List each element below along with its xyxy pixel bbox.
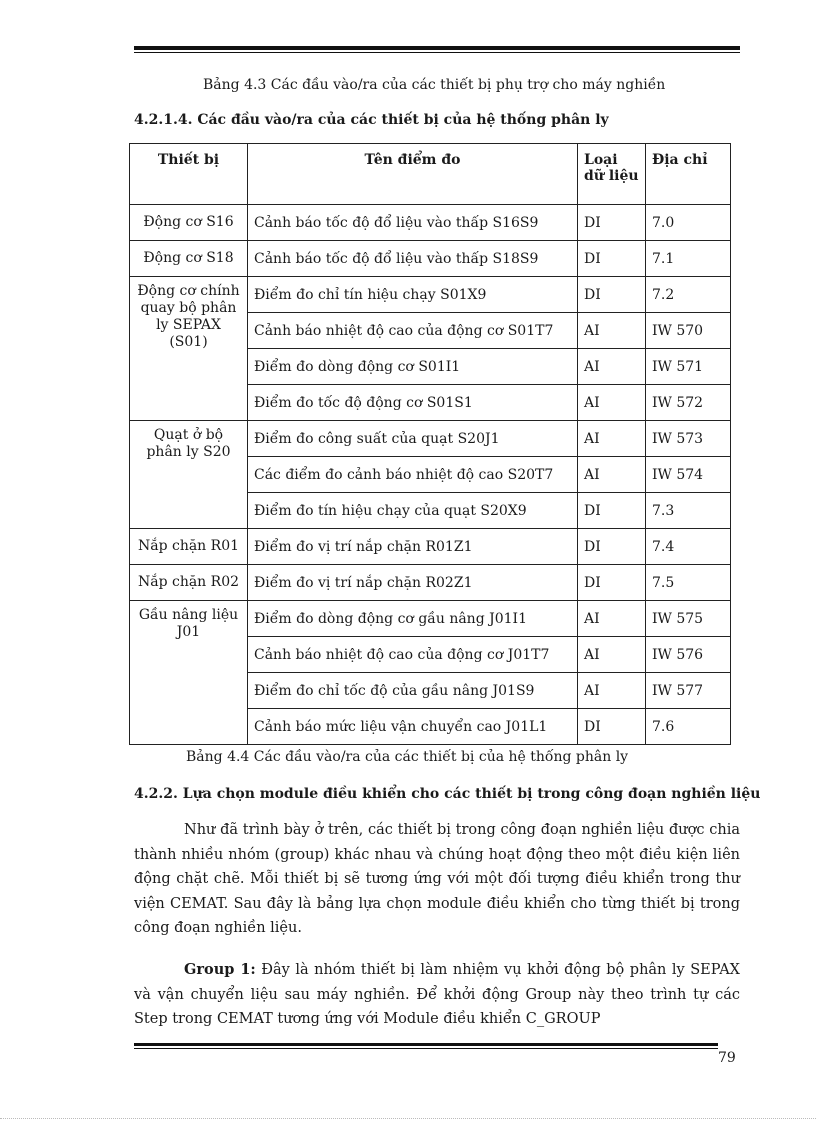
- group1-paragraph: [134, 958, 740, 1032]
- address-cell: 7.3: [646, 493, 731, 529]
- device-cell: Nắp chặn R01: [130, 529, 248, 565]
- point-name-cell: Điểm đo vị trí nắp chặn R02Z1: [248, 565, 578, 601]
- device-cell: Động cơ S16: [130, 205, 248, 241]
- point-name-cell: Cảnh báo tốc độ đổ liệu vào thấp S16S9: [248, 205, 578, 241]
- header-address: Địa chỉ: [646, 144, 731, 205]
- table-caption: Bảng 4.4 Các đầu vào/ra của các thiết bị của hệ thống phân ly: [186, 749, 629, 765]
- data-type-cell: AI: [578, 349, 646, 385]
- address-cell: 7.6: [646, 709, 731, 745]
- data-type-cell: AI: [578, 313, 646, 349]
- device-cell: Động cơ chính quay bộ phân ly SEPAX (S01): [130, 277, 248, 421]
- address-cell: IW 572: [646, 385, 731, 421]
- point-name-cell: Điểm đo tín hiệu chạy của quạt S20X9: [248, 493, 578, 529]
- section-heading-4-2-1-4: 4.2.1.4. Các đầu vào/ra của các thiết bị của hệ thống phân ly: [134, 112, 609, 128]
- group-label: Group 1:: [184, 961, 256, 978]
- point-name-cell: Cảnh báo nhiệt độ cao của động cơ J01T7: [248, 637, 578, 673]
- header-data-type: Loại dữ liệu: [578, 144, 646, 205]
- page-number: 79: [718, 1050, 736, 1066]
- data-type-cell: DI: [578, 529, 646, 565]
- point-name-cell: Điểm đo vị trí nắp chặn R01Z1: [248, 529, 578, 565]
- address-cell: 7.5: [646, 565, 731, 601]
- table-row: [130, 277, 731, 313]
- point-name-cell: Điểm đo chỉ tốc độ của gầu nâng J01S9: [248, 673, 578, 709]
- device-cell: Động cơ S18: [130, 241, 248, 277]
- footer-rule: [134, 1043, 718, 1049]
- io-table: [129, 143, 731, 745]
- header-device: Thiết bị: [130, 144, 248, 205]
- paragraph-text: Như đã trình bày ở trên, các thiết bị trong công đoạn nghiền liệu được chia thành nhiều nhóm (group) khác nhau và chúng hoạt động theo một điều kiện liên động chặt chẽ. Mỗi thiết bị sẽ tương ứng với một đối tượng điều khiển trong thư viện CEMAT. Sau đây là bảng lựa chọn module điều khiển cho từng thiết bị trong công đoạn nghiền liệu.: [134, 822, 740, 936]
- data-type-cell: AI: [578, 421, 646, 457]
- data-type-cell: AI: [578, 601, 646, 637]
- data-type-cell: DI: [578, 565, 646, 601]
- data-type-cell: AI: [578, 673, 646, 709]
- address-cell: IW 570: [646, 313, 731, 349]
- table-row: [130, 601, 731, 637]
- device-cell: Gầu nâng liệu J01: [130, 601, 248, 745]
- device-cell: Nắp chặn R02: [130, 565, 248, 601]
- table-row: [130, 205, 731, 241]
- header-point-name: Tên điểm đo: [248, 144, 578, 205]
- data-type-cell: AI: [578, 385, 646, 421]
- data-type-cell: DI: [578, 277, 646, 313]
- point-name-cell: Điểm đo chỉ tín hiệu chạy S01X9: [248, 277, 578, 313]
- table-row: [130, 565, 731, 601]
- point-name-cell: Các điểm đo cảnh báo nhiệt độ cao S20T7: [248, 457, 578, 493]
- paragraph-text: Đây là nhóm thiết bị làm nhiệm vụ khởi động bộ phân ly SEPAX và vận chuyển liệu sau máy nghiền. Để khởi động Group này theo trình tự các Step trong CEMAT tương ứng với Module điều khiển C_GROUP: [134, 962, 740, 1027]
- address-cell: IW 574: [646, 457, 731, 493]
- point-name-cell: Điểm đo công suất của quạt S20J1: [248, 421, 578, 457]
- header-rule: [134, 46, 740, 53]
- page-edge-divider: [0, 1118, 816, 1119]
- data-type-cell: DI: [578, 493, 646, 529]
- table-row: [130, 529, 731, 565]
- address-cell: 7.2: [646, 277, 731, 313]
- data-type-cell: DI: [578, 709, 646, 745]
- point-name-cell: Điểm đo dòng động cơ S01I1: [248, 349, 578, 385]
- table-header-row: [130, 144, 731, 205]
- point-name-cell: Cảnh báo mức liệu vận chuyển cao J01L1: [248, 709, 578, 745]
- address-cell: 7.1: [646, 241, 731, 277]
- point-name-cell: Cảnh báo tốc độ đổ liệu vào thấp S18S9: [248, 241, 578, 277]
- body-paragraph: [134, 818, 740, 941]
- address-cell: IW 575: [646, 601, 731, 637]
- section-heading-4-2-2: 4.2.2. Lựa chọn module điều khiển cho các thiết bị trong công đoạn nghiền liệu: [134, 786, 761, 802]
- data-type-cell: AI: [578, 637, 646, 673]
- address-cell: IW 577: [646, 673, 731, 709]
- address-cell: IW 573: [646, 421, 731, 457]
- address-cell: IW 571: [646, 349, 731, 385]
- address-cell: 7.0: [646, 205, 731, 241]
- data-type-cell: DI: [578, 205, 646, 241]
- point-name-cell: Điểm đo dòng động cơ gầu nâng J01I1: [248, 601, 578, 637]
- table-row: [130, 241, 731, 277]
- previous-table-caption: Bảng 4.3 Các đầu vào/ra của các thiết bị phụ trợ cho máy nghiền: [203, 77, 666, 93]
- address-cell: IW 576: [646, 637, 731, 673]
- data-type-cell: DI: [578, 241, 646, 277]
- address-cell: 7.4: [646, 529, 731, 565]
- table-row: [130, 421, 731, 457]
- point-name-cell: Cảnh báo nhiệt độ cao của động cơ S01T7: [248, 313, 578, 349]
- device-cell: Quạt ở bộ phân ly S20: [130, 421, 248, 529]
- point-name-cell: Điểm đo tốc độ động cơ S01S1: [248, 385, 578, 421]
- data-type-cell: AI: [578, 457, 646, 493]
